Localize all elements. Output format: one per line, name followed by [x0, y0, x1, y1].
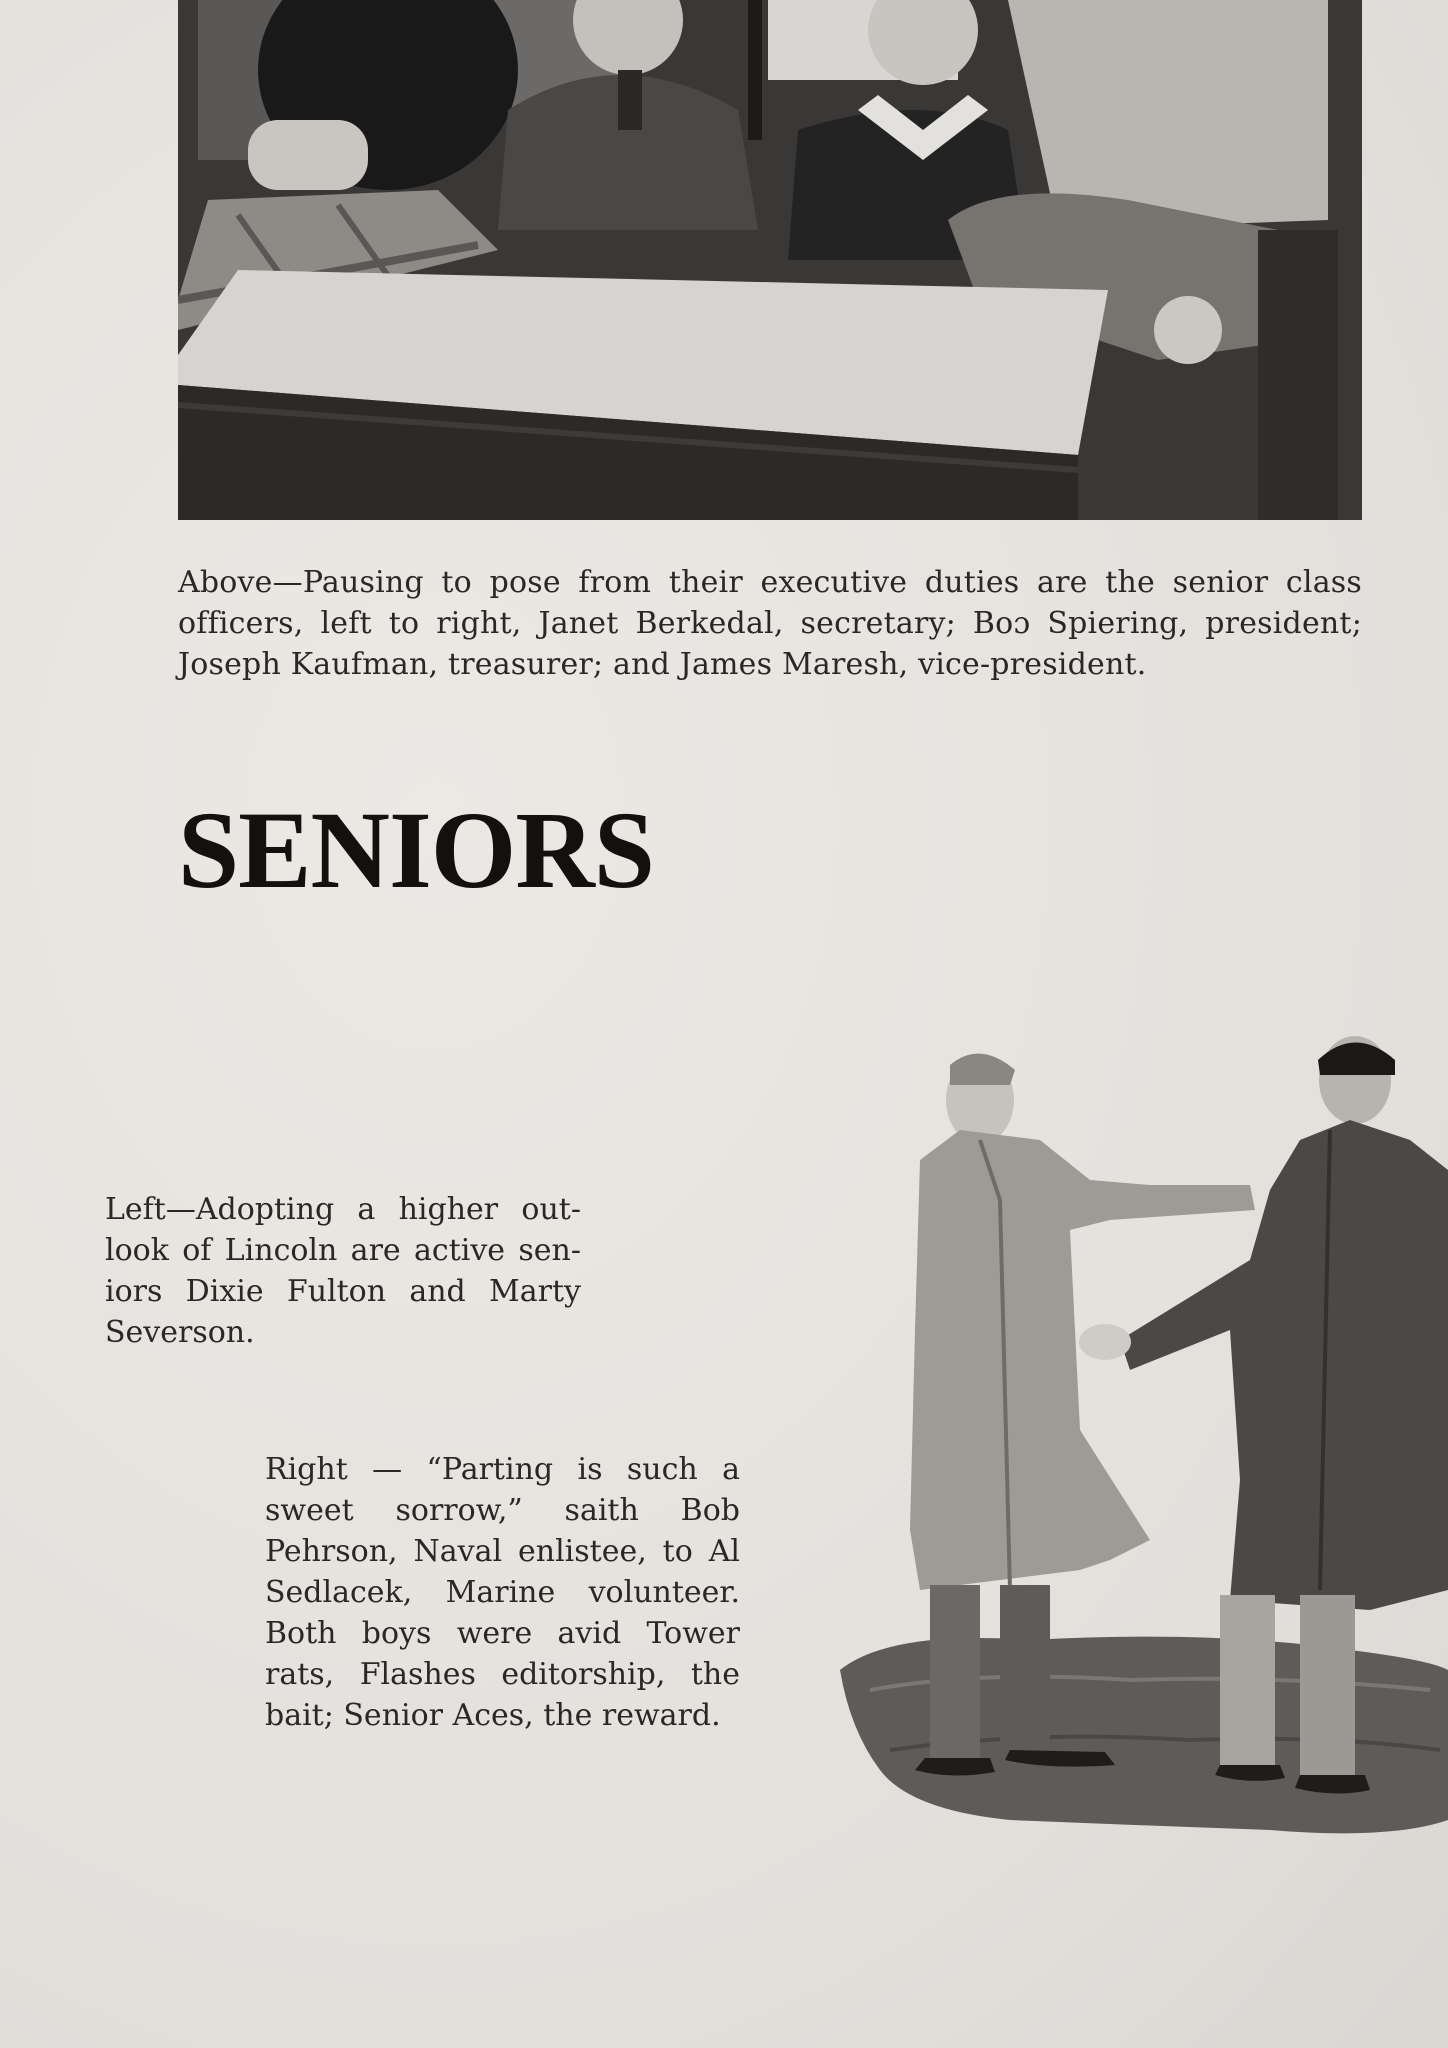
- two-seniors-handshake-photo: [830, 1030, 1448, 1840]
- page-title: SENIORS: [178, 789, 654, 911]
- caption-above: Above—Pausing to pose from their executive duties are the senior class officers, left to right, Janet Berkedal, secretary; Boɔ Spiering, president; Joseph Kaufman, treasurer; and James Maresh, vice-president.: [178, 565, 1362, 682]
- caption-left: Left—Adopting a higher out-look of Lincoln are active sen-iors Dixie Fulton and Marty Severson.: [105, 1192, 581, 1350]
- senior-class-officers-photo: [178, 0, 1362, 520]
- caption-right: Right — “Parting is such a sweet sorrow,” saith Bob Pehrson, Naval enlistee, to Al Sedlacek, Marine volunteer. Both boys were avid Tower rats, Flashes editorship, the bait; Senior Aces, the reward.: [265, 1452, 740, 1733]
